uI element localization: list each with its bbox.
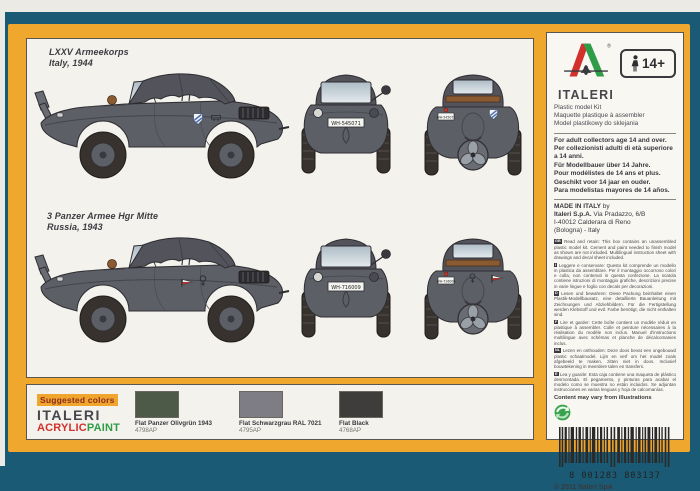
- license-plate-number: WH-545071: [331, 121, 361, 127]
- legal-es: E Lea y guarde: Esta caja contiene una maqueta de plástico desmontada. El pegamento, y pinturas para acabar el modelo como se muestra no están incluidos. Se adjuntan instrucciones en varias lenguas y hoja de calcomanías.: [554, 372, 676, 393]
- vehicle1-rear-view: [423, 71, 523, 185]
- legal-en: GB Read and retain: This box contains an unassembled plastic model kit. Cement and paint needed to finish model as shown are not included. Multilingual instruction sheet with drawings and decal sheet included.: [554, 239, 676, 260]
- paint-scheme-panel: [26, 38, 534, 378]
- italeri-wordmark: ITALERI: [37, 408, 157, 423]
- scan-edge: [0, 0, 5, 466]
- age-note-nl: Geschikt voor 14 jaar en ouder.: [554, 179, 676, 187]
- vehicle1-front-view: [301, 71, 391, 183]
- paint-code: 4798AP: [135, 427, 212, 434]
- kit-desc-en: Plastic model Kit: [554, 104, 676, 112]
- barcode: [554, 427, 676, 481]
- italeri-logo: [554, 40, 618, 102]
- legal-fr: F Lire et garder: Cette boîte contient un modèle réduit en plastique à assembler. Colle et peinture nécessaires à la réalisation du modèle non inclus. Manuel d'instructions multilingue avec schémas et planche de décalcomanies inclus.: [554, 320, 676, 346]
- green-dot-logo: [554, 404, 676, 426]
- age-note-en: For adult collectors age 14 and over.: [554, 137, 676, 145]
- paint-name: Flat Schwarzgrau RAL 7021: [239, 420, 321, 427]
- vehicle1-side-view: [33, 67, 291, 183]
- brand-row: [554, 40, 676, 102]
- age-note-fr: Pour modélistes de 14 ans et plus.: [554, 170, 676, 178]
- legal-nl: NL Lezen en onthouden: Deze doos bevat een ongebouwd plastic schaalmodel. Lijm en verf om het model zoals afgebeeld te maken, zitten niet in doos. Inclusief bouwtekening in meerdere talen en transfers.: [554, 348, 676, 369]
- license-plate-number: WH-716009: [437, 280, 456, 284]
- legal-block: [554, 239, 676, 392]
- paint-color-chip: [239, 391, 283, 418]
- age-note-de: Für Modellbauer über 14 Jahre.: [554, 162, 676, 170]
- divider: [554, 199, 676, 200]
- age-note-it: Per collezionisti adulti di età superiore a 14 anni.: [554, 145, 676, 162]
- suggested-colors-panel: [26, 384, 534, 440]
- kit-desc-fr: Maquette plastique à assembler: [554, 112, 676, 120]
- acrylicpaint-wordmark: ACRYLICPAINT: [37, 423, 157, 434]
- barcode-bars: [559, 427, 671, 467]
- license-plate-number: WH-545071: [437, 116, 456, 120]
- paint-swatch-2: [239, 391, 321, 434]
- paint-swatch-3: [339, 391, 383, 434]
- suggested-colors-header: Suggested colors: [37, 394, 118, 406]
- scheme2-unit: 3 Panzer Armee Hgr Mitte: [47, 211, 158, 222]
- kit-desc-pl: Model plastikowy do sklejania: [554, 120, 676, 128]
- paint-color-chip: [339, 391, 383, 418]
- svg-text:®: ®: [607, 42, 611, 49]
- scheme1-caption: [49, 47, 129, 68]
- scheme1-unit: LXXV Armeekorps: [49, 47, 129, 58]
- divider: [554, 133, 676, 134]
- paint-name: Flat Panzer Olivgrün 1943: [135, 420, 212, 427]
- paint-swatch-1: [135, 391, 212, 434]
- vehicle2-rear-view: [423, 235, 523, 349]
- scheme2-caption: [47, 211, 158, 232]
- content-note: Content may vary from illustrations: [554, 395, 676, 401]
- vehicle2-side-view: [33, 231, 291, 347]
- person-icon: [631, 55, 640, 72]
- barcode-digits: 8 001283 803137: [554, 471, 676, 481]
- age-rating-badge: [620, 49, 676, 78]
- legal-it: I Leggere e conservare: Questo kit comprende un modello in plastica da assemblare. Per il montaggio occorrono colori e colla, non contenuti in questa confezione. La scatola contiene istruzioni di montaggio grafiche, descrizioni precise in varie lingue e foglio con decals per decorazioni.: [554, 263, 676, 289]
- paint-color-chip: [135, 391, 179, 418]
- manufacturer-address: MADE IN ITALY by Italeri S.p.A. Via Pradazzo, 6/B I-40012 Calderara di Reno (Bologna) - Italy: [554, 203, 676, 235]
- vehicle2-front-view: [301, 235, 391, 347]
- italeri-wordmark: ITALERI: [554, 88, 618, 102]
- green-dot-icon: [554, 404, 571, 421]
- italeri-logo-icon: [557, 40, 615, 82]
- license-plate-number: WH-716009: [331, 285, 361, 291]
- age-rating-label: 14+: [642, 56, 665, 71]
- scan-edge: [0, 0, 700, 12]
- airplane-icon: [581, 65, 592, 75]
- copyright-line: © 2011 Italeri SpA: [554, 484, 676, 491]
- info-panel: [546, 32, 684, 440]
- scheme1-place: Italy, 1944: [49, 58, 129, 69]
- age-note-es: Para modelistas mayores de 14 años.: [554, 187, 676, 195]
- legal-de: D Lesen und bewahren: Diese Packung beinhaltet einen Plastik-Modellbausatz, eine detaillierte Bauanleitung mit Zeichnungen und Abziehbildern. Für die Fertigstellung werden Klebstoff und evtl. Farbe benötigt, die nicht enthalten sind.: [554, 291, 676, 317]
- paint-code: 4768AP: [339, 427, 383, 434]
- paint-code: 4795AP: [239, 427, 321, 434]
- paint-name: Flat Black: [339, 420, 383, 427]
- scheme2-place: Russia, 1943: [47, 222, 158, 233]
